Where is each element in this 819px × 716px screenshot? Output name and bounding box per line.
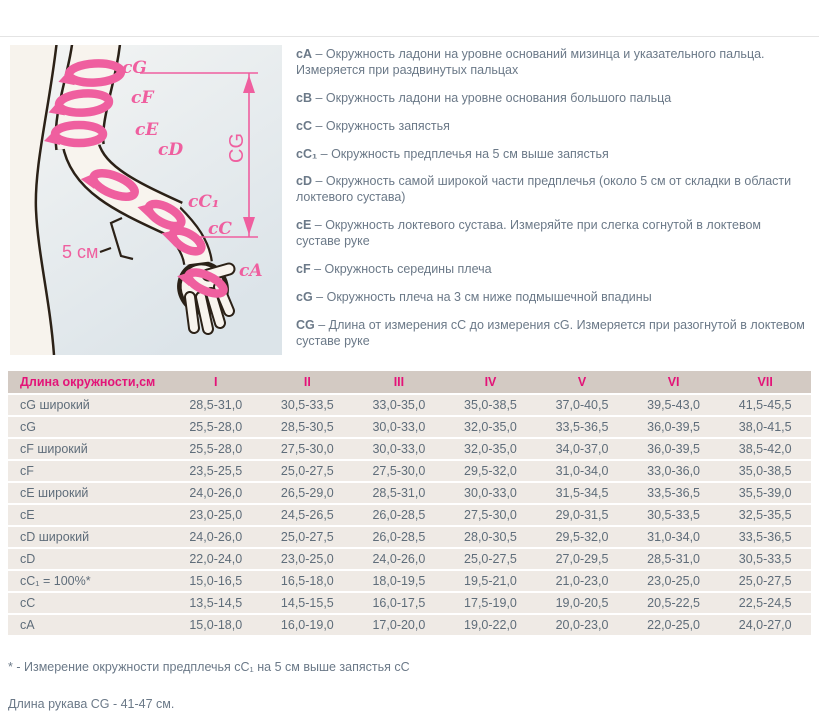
footnote-sleeve-length: Длина рукава CG - 41-47 см. — [8, 697, 175, 711]
cell-value: 14,5-15,5 — [262, 593, 354, 613]
cell-value: 28,5-30,5 — [262, 417, 354, 437]
description-item — [296, 119, 809, 135]
table-row — [8, 505, 811, 525]
row-label: cC₁ = 100%* — [8, 571, 170, 591]
description-item — [296, 318, 809, 350]
cell-value: 25,0-27,5 — [262, 527, 354, 547]
row-label: cG широкий — [8, 395, 170, 415]
description-text: – Длина от измерения cC до измерения cG. Измеряется при разогнутой в локтевом суставе руке — [296, 317, 805, 348]
cell-value: 31,0-34,0 — [628, 527, 720, 547]
diagram-label-cD: cD — [158, 140, 184, 160]
cell-value: 30,5-33,5 — [719, 549, 811, 569]
cell-value: 35,0-38,5 — [719, 461, 811, 481]
cell-value: 25,5-28,0 — [170, 439, 262, 459]
row-label: cC — [8, 593, 170, 613]
description-code: cE — [296, 218, 312, 233]
cell-value: 33,0-36,0 — [628, 461, 720, 481]
cell-value: 28,0-30,5 — [445, 527, 537, 547]
cell-value: 32,0-35,0 — [445, 417, 537, 437]
row-label: cD — [8, 549, 170, 569]
cell-value: 16,0-17,5 — [353, 593, 445, 613]
cell-value: 37,0-40,5 — [536, 395, 628, 415]
cell-value: 29,5-32,0 — [445, 461, 537, 481]
cell-value: 28,5-31,0 — [170, 395, 262, 415]
cell-value: 25,0-27,5 — [445, 549, 537, 569]
row-label: cE широкий — [8, 483, 170, 503]
table-row — [8, 461, 811, 481]
cell-value: 28,5-31,0 — [628, 549, 720, 569]
cell-value: 20,5-22,5 — [628, 593, 720, 613]
cell-value: 23,0-25,0 — [262, 549, 354, 569]
footnote-asterisk: * - Измерение окружности предплечья cC₁ на 5 см выше запястья cC — [8, 660, 410, 674]
cell-value: 34,0-37,0 — [536, 439, 628, 459]
cell-value: 25,5-28,0 — [170, 417, 262, 437]
cell-value: 33,5-36,5 — [536, 417, 628, 437]
cell-value: 27,5-30,0 — [353, 461, 445, 481]
cell-value: 13,5-14,5 — [170, 593, 262, 613]
table-row — [8, 483, 811, 503]
cell-value: 19,5-21,0 — [445, 571, 537, 591]
cell-value: 15,0-18,0 — [170, 615, 262, 635]
table-row — [8, 395, 811, 415]
table-row — [8, 571, 811, 591]
description-code: cG — [296, 289, 313, 304]
cell-value: 18,0-19,5 — [353, 571, 445, 591]
description-code: cC — [296, 118, 312, 133]
cell-value: 29,5-32,0 — [536, 527, 628, 547]
description-item — [296, 290, 809, 306]
description-code: CG — [296, 317, 315, 332]
diagram-label-cA: cA — [239, 261, 263, 281]
cell-value: 24,5-26,5 — [262, 505, 354, 525]
cell-value: 16,5-18,0 — [262, 571, 354, 591]
cell-value: 35,0-38,5 — [445, 395, 537, 415]
cell-value: 38,5-42,0 — [719, 439, 811, 459]
cell-value: 23,0-25,0 — [170, 505, 262, 525]
cg-dimension-label: CG — [226, 133, 248, 163]
description-text: – Окружность плеча на 3 см ниже подмышечной впадины — [316, 289, 652, 304]
description-item — [296, 174, 809, 206]
table-row — [8, 549, 811, 569]
table-header-label: Длина окружности,см — [8, 371, 170, 393]
descriptions-list — [296, 45, 809, 361]
cell-value: 22,0-25,0 — [628, 615, 720, 635]
cell-value: 33,0-35,0 — [353, 395, 445, 415]
measurement-figure — [10, 45, 282, 355]
cell-value: 32,0-35,0 — [445, 439, 537, 459]
cell-value: 33,5-36,5 — [628, 483, 720, 503]
cell-value: 25,0-27,5 — [719, 571, 811, 591]
cell-value: 31,5-34,5 — [536, 483, 628, 503]
description-item — [296, 262, 809, 278]
top-divider — [0, 36, 819, 37]
description-text: – Окружность самой широкой части предплечья (около 5 см от складки в области локтевого сустава) — [296, 174, 792, 205]
cell-value: 41,5-45,5 — [719, 395, 811, 415]
arm-illustration — [10, 45, 282, 355]
row-label: cF — [8, 461, 170, 481]
cell-value: 30,5-33,5 — [628, 505, 720, 525]
diagram-label-cC1: cC₁ — [188, 192, 220, 212]
column-header: I — [170, 371, 262, 393]
description-code: cD — [296, 174, 312, 189]
cell-value: 27,5-30,0 — [445, 505, 537, 525]
cell-value: 17,0-20,0 — [353, 615, 445, 635]
cell-value: 26,5-29,0 — [262, 483, 354, 503]
cell-value: 31,0-34,0 — [536, 461, 628, 481]
column-header: V — [536, 371, 628, 393]
cell-value: 23,0-25,0 — [628, 571, 720, 591]
cell-value: 28,5-31,0 — [353, 483, 445, 503]
cell-value: 24,0-26,0 — [170, 483, 262, 503]
cell-value: 35,5-39,0 — [719, 483, 811, 503]
cell-value: 25,0-27,5 — [262, 461, 354, 481]
table-row — [8, 417, 811, 437]
description-text: – Окружность локтевого сустава. Измеряйте при слегка согнутой в локтевом суставе руке — [296, 218, 761, 248]
diagram-label-cG: cG — [122, 58, 147, 78]
cell-value: 16,0-19,0 — [262, 615, 354, 635]
description-item — [296, 147, 809, 163]
cell-value: 29,0-31,5 — [536, 505, 628, 525]
cell-value: 30,0-33,0 — [353, 417, 445, 437]
cell-value: 26,0-28,5 — [353, 527, 445, 547]
five-cm-label: 5 см — [62, 242, 99, 262]
cell-value: 36,0-39,5 — [628, 439, 720, 459]
cell-value: 30,0-33,0 — [353, 439, 445, 459]
cell-value: 26,0-28,5 — [353, 505, 445, 525]
cell-value: 33,5-36,5 — [719, 527, 811, 547]
table-row — [8, 615, 811, 635]
cell-value: 15,0-16,5 — [170, 571, 262, 591]
cell-value: 23,5-25,5 — [170, 461, 262, 481]
cell-value: 32,5-35,5 — [719, 505, 811, 525]
column-header: II — [262, 371, 354, 393]
cell-value: 27,0-29,5 — [536, 549, 628, 569]
row-label: cD широкий — [8, 527, 170, 547]
description-text: – Окружность предплечья на 5 см выше запястья — [320, 146, 609, 161]
cell-value: 19,0-22,0 — [445, 615, 537, 635]
description-text: – Окружность ладони на уровне оснований мизинца и указательного пальца. Измеряется при раздвинутых пальцах — [296, 47, 765, 77]
row-label: cF широкий — [8, 439, 170, 459]
description-item — [296, 218, 809, 250]
table-row — [8, 439, 811, 459]
cell-value: 22,0-24,0 — [170, 549, 262, 569]
cell-value: 24,0-26,0 — [170, 527, 262, 547]
cell-value: 39,5-43,0 — [628, 395, 720, 415]
diagram-label-cF: cF — [131, 88, 154, 108]
cell-value: 36,0-39,5 — [628, 417, 720, 437]
column-header: VI — [628, 371, 720, 393]
description-code: cF — [296, 261, 311, 276]
cell-value: 38,0-41,5 — [719, 417, 811, 437]
description-code: cB — [296, 90, 312, 105]
cell-value: 21,0-23,0 — [536, 571, 628, 591]
cell-value: 19,0-20,5 — [536, 593, 628, 613]
cell-value: 27,5-30,0 — [262, 439, 354, 459]
description-text: – Окружность запястья — [315, 118, 450, 133]
row-label: cG — [8, 417, 170, 437]
cell-value: 24,0-26,0 — [353, 549, 445, 569]
description-code: cA — [296, 47, 312, 61]
cell-value: 30,5-33,5 — [262, 395, 354, 415]
description-code: cC₁ — [296, 146, 318, 161]
row-label: cE — [8, 505, 170, 525]
description-item — [296, 47, 809, 79]
cell-value: 30,0-33,0 — [445, 483, 537, 503]
row-label: cA — [8, 615, 170, 635]
column-header: IV — [445, 371, 537, 393]
description-text: – Окружность середины плеча — [314, 261, 492, 276]
measurement-section — [10, 45, 809, 361]
table-header-row — [8, 371, 811, 393]
diagram-label-cC: cC — [208, 219, 232, 239]
sizing-table — [8, 369, 811, 637]
description-text: – Окружность ладони на уровне основания большого пальца — [315, 90, 672, 105]
cell-value: 24,0-27,0 — [719, 615, 811, 635]
cell-value: 22,5-24,5 — [719, 593, 811, 613]
cell-value: 17,5-19,0 — [445, 593, 537, 613]
diagram-label-cE: cE — [135, 120, 159, 140]
table-row — [8, 593, 811, 613]
column-header: III — [353, 371, 445, 393]
table-row — [8, 527, 811, 547]
cell-value: 20,0-23,0 — [536, 615, 628, 635]
description-item — [296, 91, 809, 107]
column-header: VII — [719, 371, 811, 393]
